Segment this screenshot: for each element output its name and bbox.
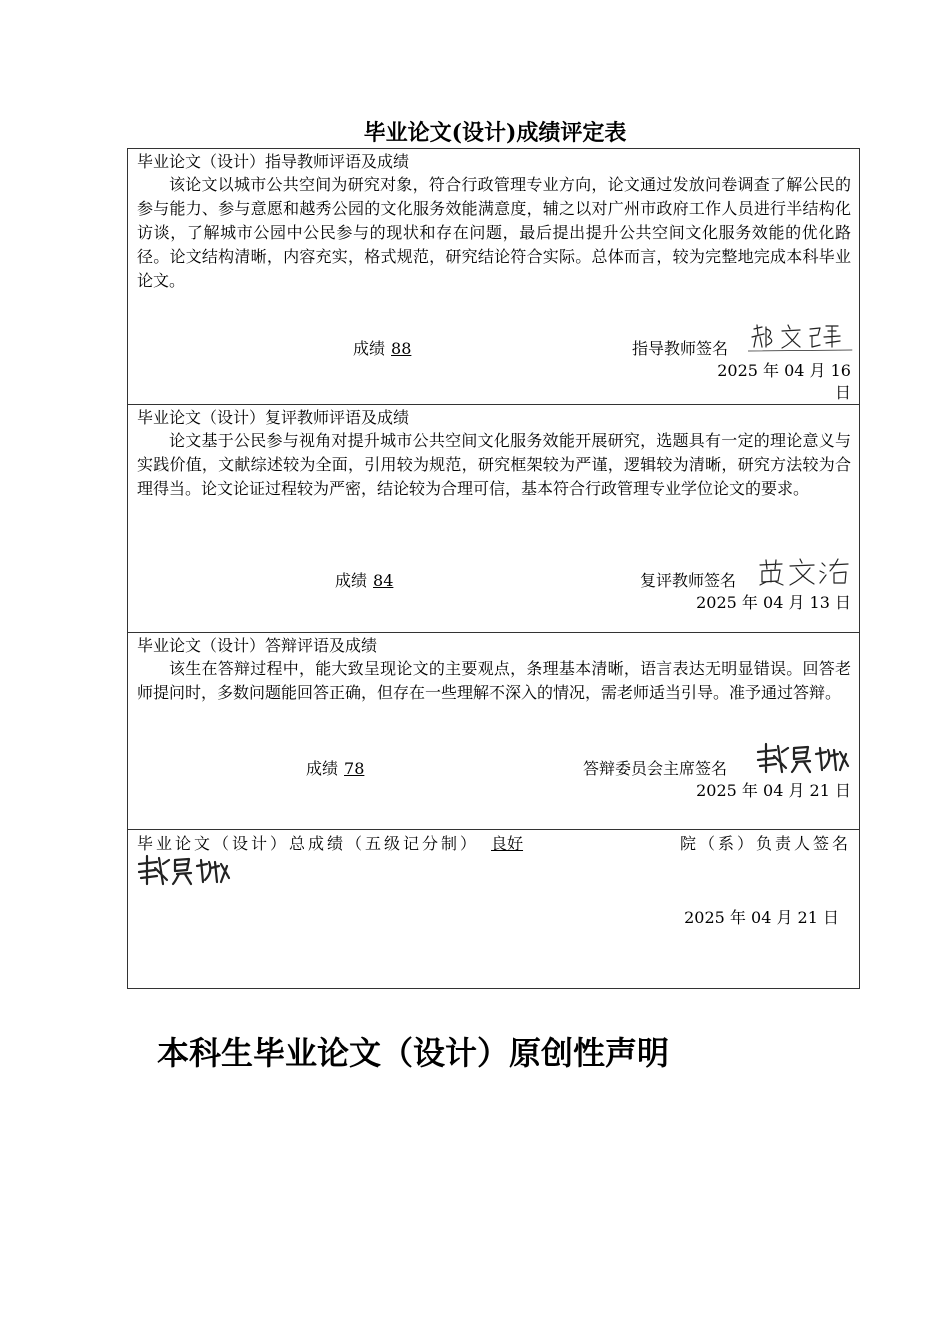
- defense-grade-label: 成绩: [306, 759, 339, 778]
- final-section: [128, 830, 859, 988]
- reviewer-comment: 论文基于公民参与视角对提升城市公共空间文化服务效能开展研究，选题具有一定的理论意义与实践价值，文献综述较为全面，引用较为规范，研究框架较为严谨，逻辑较为清晰，研究方法较为合理得当。论文论证过程较为严密，结论较为合理可信，基本符合行政管理专业学位论文的要求。: [137, 431, 851, 498]
- reviewer-signer-label: 复评教师签名: [640, 571, 737, 590]
- final-grade-value: 良好: [491, 834, 524, 853]
- declaration-title: 本科生毕业论文（设计）原创性声明: [157, 1034, 670, 1072]
- reviewer-grade-label: 成绩: [335, 571, 368, 590]
- page-title: 毕业论文(设计)成绩评定表: [363, 120, 627, 146]
- reviewer-date: 2025 年 04 月 13 日: [696, 593, 851, 612]
- final-date: 2025 年 04 月 21 日: [684, 908, 839, 927]
- defense-header: 毕业论文（设计）答辩评语及成绩: [137, 636, 378, 655]
- defense-date: 2025 年 04 月 21 日: [696, 781, 851, 800]
- advisor-section: [128, 149, 859, 405]
- advisor-grade-value: 88: [391, 339, 412, 358]
- reviewer-header: 毕业论文（设计）复评教师评语及成绩: [137, 408, 410, 427]
- reviewer-grade: [335, 570, 399, 592]
- defense-signature: [754, 742, 852, 776]
- advisor-grade: [353, 338, 417, 360]
- defense-signer-label: 答辩委员会主席签名: [583, 759, 728, 778]
- advisor-date: 2025 年 04 月 16 日: [717, 361, 851, 402]
- defense-grade: [306, 758, 370, 780]
- defense-section: [128, 633, 859, 830]
- grade-form-table: [127, 148, 860, 989]
- advisor-signer-label: 指导教师签名: [632, 339, 729, 358]
- final-grade-label: 毕业论文（设计）总成绩（五级记分制）: [137, 834, 480, 853]
- final-signature: [135, 854, 233, 888]
- reviewer-section: [128, 405, 859, 633]
- advisor-comment: 该论文以城市公共空间为研究对象，符合行政管理专业方向，论文通过发放问卷调查了解公民的参与能力、参与意愿和越秀公园的文化服务效能满意度，辅之以对广州市政府工作人员进行半结构化访谈，了解城市公园中公民参与的现状和存在问题，最后提出提升公共空间文化服务效能的优化路径。论文结构清晰，内容充实，格式规范，研究结论符合实际。总体而言，较为完整地完成本科毕业论文。: [137, 175, 851, 290]
- reviewer-signature: [756, 557, 852, 587]
- reviewer-grade-value: 84: [373, 571, 394, 590]
- final-signer-label: 院（系）负责人签名: [679, 834, 851, 853]
- advisor-signature: [748, 321, 854, 353]
- final-grade-row: [137, 833, 851, 855]
- advisor-header: 毕业论文（设计）指导教师评语及成绩: [137, 152, 410, 171]
- advisor-grade-label: 成绩: [353, 339, 386, 358]
- defense-grade-value: 78: [344, 759, 365, 778]
- defense-comment: 该生在答辩过程中，能大致呈现论文的主要观点，条理基本清晰，语言表达无明显错误。回答老师提问时，多数问题能回答正确，但存在一些理解不深入的情况，需老师适当引导。准予通过答辩。: [137, 659, 851, 702]
